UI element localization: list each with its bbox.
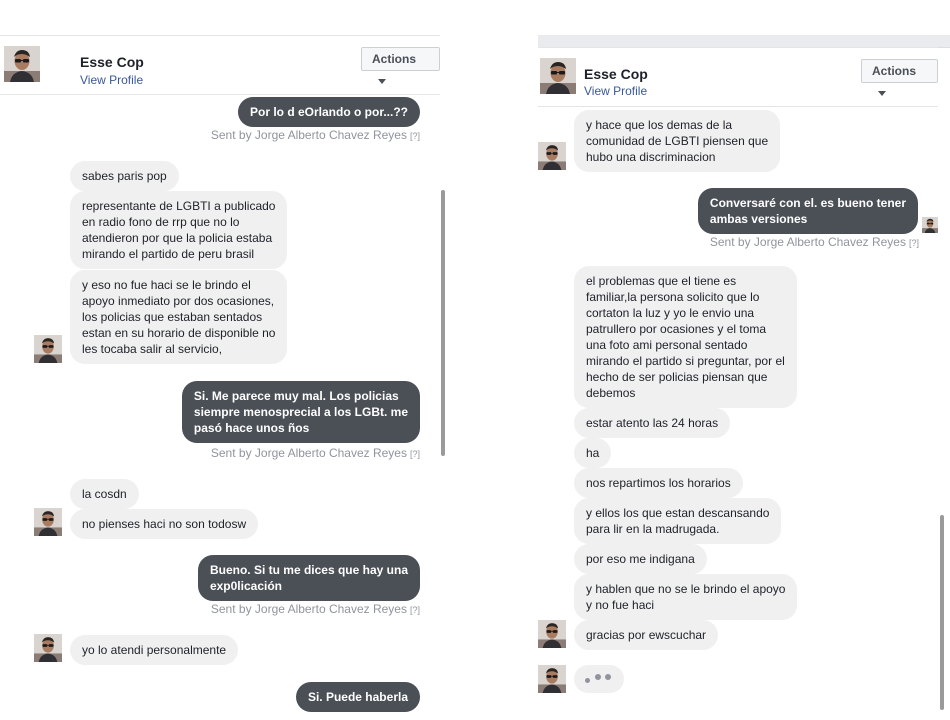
chat-header [0,35,440,95]
message-incoming: y hace que los demas de la comunidad de LGBTI piensen que hubo una discriminacion [574,110,780,172]
message-outgoing: Si. Puede haberla [296,682,420,712]
actions-button[interactable] [361,47,440,71]
help-icon[interactable]: [?] [409,449,420,459]
message-incoming: el problemas que el tiene es familiar,la persona solicito que lo cortaton la luz y yo le envio una patrullero por ocasiones y el toma una foto ami personal sentado mirando el partido si preguntar, por el hecho de ser policias piensan que debemos [574,266,797,408]
help-icon[interactable]: [?] [409,605,420,615]
message-incoming: y hablen que no se le brindo el apoyo y no fue haci [574,574,797,620]
actions-button[interactable] [861,59,938,83]
message-incoming: yo lo atendi personalmente [70,635,238,665]
contact-avatar [34,508,62,536]
chevron-down-icon [378,79,386,84]
scrollbar-thumb[interactable] [441,190,445,456]
contact-avatar [34,634,62,662]
profile-avatar[interactable] [540,58,576,94]
left-chat-panel [0,0,460,720]
contact-avatar [538,665,566,693]
sent-by-label [211,602,420,616]
message-incoming: representante de LGBTI a publicado en radio fono de rrp que no lo atendieron por que la policia estaba mirando el partido de peru brasil [70,191,287,269]
message-incoming: estar atento las 24 horas [574,408,730,438]
profile-avatar[interactable] [4,46,40,82]
view-profile-link[interactable]: View Profile [80,73,144,87]
typing-dot [585,678,590,683]
sent-by-text: Sent by Jorge Alberto Chavez Reyes [709,235,906,249]
scrollbar-thumb[interactable] [940,515,944,710]
sent-by-label [710,235,919,249]
sent-by-text: Sent by Jorge Alberto Chavez Reyes [210,128,407,142]
message-incoming: y ellos los que estan descansando para lir en la madrugada. [574,498,781,544]
right-chat-panel [538,0,950,720]
actions-label: Actions [372,52,417,66]
message-outgoing: Bueno. Si tu me dices que hay una exp0licación [198,555,420,601]
typing-indicator [574,665,624,693]
seen-avatar [922,217,938,233]
actions-label: Actions [872,64,917,78]
message-incoming: nos repartimos los horarios [574,468,743,498]
contact-name: Esse Cop [584,66,648,82]
contact-avatar [538,142,566,170]
message-incoming: por eso me indigana [574,544,707,574]
message-outgoing: Si. Me parece muy mal. Los policias siempre menosprecial a los LGBt. me pasó hace unos ños [182,381,420,443]
message-incoming: gracias por ewscuchar [574,620,718,650]
message-incoming: sabes paris pop [70,161,179,191]
chat-header [538,47,938,107]
message-incoming: y eso no fue haci se le brindo el apoyo inmediato por dos ocasiones, los policias que estaban sentados estan en su horario de disponible no les tocaba salir al servicio, [70,270,287,364]
typing-dot [595,674,601,680]
message-incoming: la cosdn [70,479,139,509]
sent-by-label [211,446,420,460]
message-incoming: ha [574,438,611,468]
help-icon[interactable]: [?] [908,238,919,248]
view-profile-link[interactable]: View Profile [584,84,648,98]
typing-dot [605,674,611,680]
sent-by-text: Sent by Jorge Alberto Chavez Reyes [210,602,407,616]
help-icon[interactable]: [?] [409,131,420,141]
sent-by-label [211,128,420,142]
contact-avatar [538,620,566,648]
message-outgoing: Por lo d eOrlando o por...?? [238,97,420,127]
chevron-down-icon [878,91,886,96]
contact-avatar [34,335,62,363]
message-outgoing: Conversaré con el. es bueno tener ambas versiones [698,188,918,234]
contact-name: Esse Cop [80,54,144,70]
message-incoming: no pienses haci no son todosw [70,509,258,539]
sent-by-text: Sent by Jorge Alberto Chavez Reyes [210,446,407,460]
